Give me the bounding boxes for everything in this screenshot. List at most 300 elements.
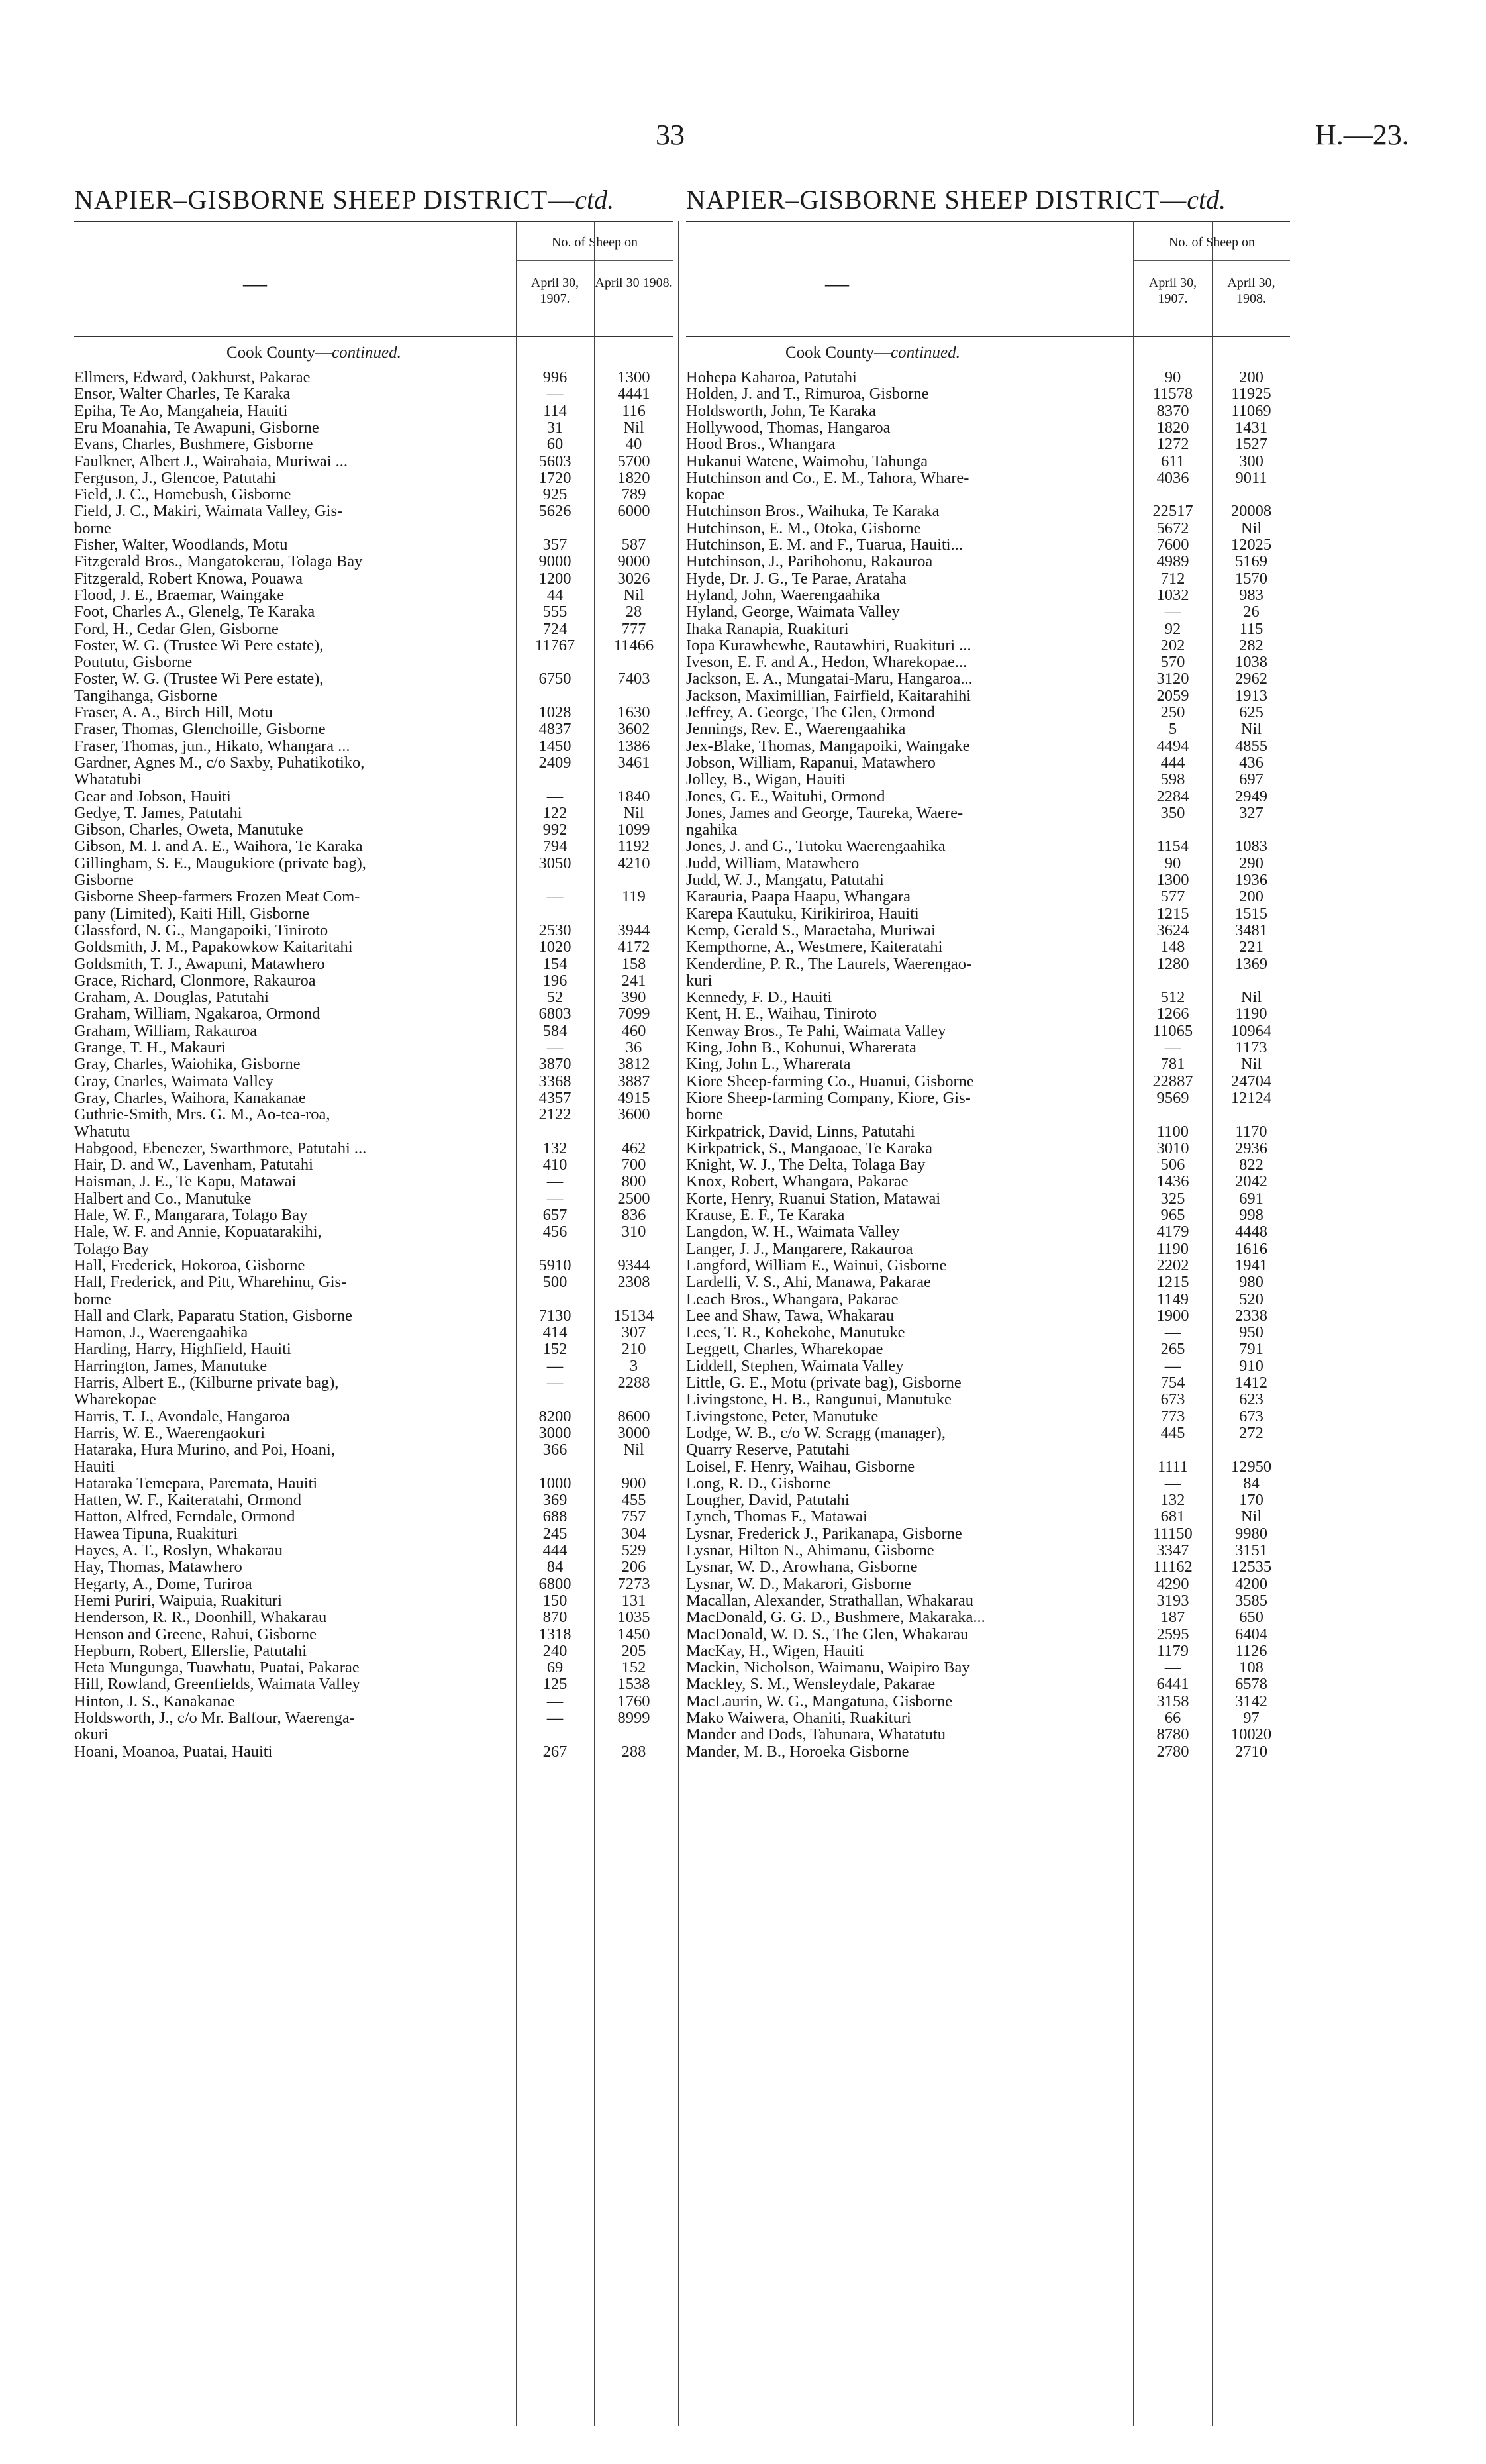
sheep-count-1907: 1215	[1156, 904, 1189, 923]
table-row	[686, 1374, 1290, 1391]
table-row	[74, 855, 673, 872]
table-row	[74, 1123, 673, 1140]
sheep-count-1908: 2936	[1235, 1139, 1267, 1157]
owner-name: Kenderdine, P. R., The Laurels, Waerengao-	[686, 955, 972, 972]
table-row	[686, 1559, 1290, 1575]
owner-name: Jackson, Maximillian, Fairfield, Kaitarahihi	[686, 687, 971, 704]
table-row	[74, 1408, 673, 1425]
table-row	[686, 1123, 1290, 1140]
sheep-count-1908: 623	[1239, 1390, 1263, 1409]
table-row	[686, 1659, 1290, 1676]
sheep-count-1907: 2202	[1156, 1256, 1189, 1274]
table-row	[74, 922, 673, 939]
right-title-suffix: ctd.	[1187, 185, 1226, 215]
owner-name: Henson and Greene, Rahui, Gisborne	[74, 1625, 317, 1643]
table-row	[74, 419, 673, 436]
owner-name: Jennings, Rev. E., Waerengaahika	[686, 721, 906, 738]
owner-name: Flood, J. E., Braemar, Waingake	[74, 586, 285, 603]
sheep-count-1907: —	[1164, 603, 1181, 621]
table-row	[74, 1643, 673, 1659]
table-row	[74, 1391, 673, 1408]
sheep-count-1908: 3000	[617, 1423, 650, 1442]
table-row	[686, 654, 1290, 670]
sheep-count-1907: 69	[546, 1659, 564, 1677]
sheep-count-1908: 6578	[1235, 1675, 1267, 1694]
owner-name: Long, R. D., Gisborne	[686, 1474, 831, 1492]
owner-name: Kent, H. E., Waihau, Tiniroto	[686, 1005, 877, 1023]
owner-name: Hay, Thomas, Matawhero	[74, 1559, 242, 1576]
owner-name: Habgood, Ebenezer, Swarthmore, Patutahi ...	[74, 1139, 367, 1156]
sheep-count-1907: 1028	[538, 703, 571, 721]
owner-name: Langdon, W. H., Waimata Valley	[686, 1223, 900, 1241]
table-row	[686, 603, 1290, 620]
table-row	[686, 587, 1290, 603]
sheep-count-1907: 1000	[538, 1474, 571, 1492]
sheep-count-1908: 4855	[1235, 737, 1267, 755]
sheep-count-1908: 460	[621, 1021, 646, 1040]
owner-name: Livingstone, Peter, Manutuke	[686, 1408, 879, 1425]
sheep-count-1907: —	[546, 1374, 564, 1392]
sheep-count-1908: 300	[1239, 452, 1263, 470]
sheep-count-1907: 3120	[1156, 670, 1189, 688]
sheep-count-1908: 28	[625, 603, 642, 621]
table-row	[686, 1190, 1290, 1207]
owner-name: Glassford, N. G., Mangapoiki, Tiniroto	[74, 921, 328, 939]
sheep-count-1908: 2710	[1235, 1742, 1267, 1761]
sheep-count-1908: 455	[621, 1491, 646, 1510]
table-row	[686, 1743, 1290, 1760]
owner-name: Liddell, Stephen, Waimata Valley	[686, 1357, 904, 1374]
owner-name: borne	[74, 1290, 111, 1308]
sheep-count-1907: 445	[1160, 1423, 1185, 1442]
sheep-count-1908: 11069	[1231, 401, 1271, 420]
table-row	[74, 587, 673, 603]
owner-name: Gisborne	[74, 872, 134, 888]
sheep-count-1908: 2962	[1235, 670, 1267, 688]
left-column-title	[74, 184, 614, 215]
sheep-count-1907: —	[546, 385, 564, 403]
owner-name: Whatutu	[74, 1123, 130, 1140]
table-row	[74, 939, 673, 955]
table-row	[74, 838, 673, 854]
owner-name: kopae	[686, 486, 725, 503]
table-row	[686, 670, 1290, 687]
sheep-count-1908: 390	[621, 988, 646, 1007]
table-row	[686, 1542, 1290, 1559]
table-row	[686, 419, 1290, 436]
sheep-count-1908: 1126	[1235, 1641, 1267, 1660]
table-row	[74, 1140, 673, 1156]
sheep-count-1907: 90	[1164, 854, 1181, 872]
owner-name: pany (Limited), Kaiti Hill, Gisborne	[74, 905, 310, 922]
sheep-count-1908: 1760	[617, 1692, 650, 1710]
table-row	[74, 1190, 673, 1207]
sheep-count-1907: —	[546, 1189, 564, 1207]
left-date-1908: April 30 1908.	[595, 276, 673, 290]
table-row	[686, 385, 1290, 402]
table-row	[74, 654, 673, 670]
sheep-count-1907: 1450	[538, 737, 571, 755]
sheep-count-1907: 3158	[1156, 1692, 1189, 1710]
owner-name: Gisborne Sheep-farmers Frozen Meat Com-	[74, 888, 360, 905]
table-row	[74, 1005, 673, 1022]
sheep-count-1907: 688	[542, 1508, 568, 1526]
sheep-count-1908: 9980	[1235, 1524, 1267, 1543]
sheep-count-1908: 3602	[617, 720, 650, 739]
sheep-count-1907: 196	[542, 971, 568, 990]
sheep-count-1908: 1099	[617, 821, 650, 839]
owner-name: Lodge, W. B., c/o W. Scragg (manager),	[686, 1424, 946, 1441]
page-number: 33	[656, 119, 685, 151]
owner-name: Gray, Charles, Waihora, Kanakanae	[74, 1089, 306, 1106]
sheep-count-1908: 200	[1239, 888, 1263, 906]
table-row	[686, 1090, 1290, 1106]
owner-name: Kirkpatrick, David, Linns, Patutahi	[686, 1123, 915, 1140]
sheep-count-1907: 611	[1161, 452, 1185, 470]
sheep-count-1908: 2288	[617, 1374, 650, 1392]
owner-name: okuri	[74, 1726, 109, 1743]
table-row	[74, 1324, 673, 1341]
table-row	[74, 821, 673, 838]
owner-name: Mako Waiwera, Ohaniti, Ruakituri	[686, 1710, 911, 1726]
table-row	[686, 855, 1290, 872]
sheep-count-1908: 200	[1239, 368, 1263, 386]
sheep-count-1907: 2122	[538, 1105, 571, 1124]
owner-name: Hatton, Alfred, Ferndale, Ormond	[74, 1508, 295, 1525]
sheep-count-1908: 84	[1243, 1474, 1260, 1492]
owner-name: Halbert and Co., Manutuke	[74, 1190, 252, 1207]
document-reference: H.—23.	[1315, 119, 1409, 151]
owner-name: Mackley, S. M., Wensleydale, Pakarae	[686, 1676, 936, 1693]
sheep-count-1907: 152	[542, 1340, 568, 1359]
owner-name: Hukanui Watene, Waimohu, Tahunga	[686, 452, 928, 470]
table-row	[74, 1156, 673, 1173]
owner-name: Hayes, A. T., Roslyn, Whakarau	[74, 1542, 283, 1559]
owner-name: Eru Moanahia, Te Awapuni, Gisborne	[74, 419, 319, 436]
sheep-count-1907: 3870	[538, 1055, 571, 1074]
table-row	[686, 1140, 1290, 1156]
sheep-count-1908: 625	[1239, 703, 1263, 721]
table-row	[74, 1341, 673, 1357]
table-row	[686, 1173, 1290, 1190]
owner-name: Lysnar, W. D., Makarori, Gisborne	[686, 1575, 911, 1592]
sheep-count-1907: 925	[542, 486, 568, 504]
owner-name: Tolago Bay	[74, 1240, 150, 1257]
sheep-count-1907: 267	[542, 1742, 568, 1761]
sheep-count-1908: 650	[1239, 1608, 1263, 1627]
table-row	[686, 771, 1290, 788]
sheep-count-1907: 6803	[538, 1005, 571, 1023]
sheep-count-1908: 691	[1239, 1189, 1263, 1207]
table-row	[686, 1241, 1290, 1257]
sheep-count-1907: 4036	[1156, 468, 1189, 487]
owner-name: Quarry Reserve, Patutahi	[686, 1441, 850, 1459]
sheep-count-1908: 3887	[617, 1072, 650, 1090]
table-row	[686, 738, 1290, 754]
table-row	[74, 1609, 673, 1625]
table-row	[686, 872, 1290, 888]
table-row	[686, 486, 1290, 503]
owner-name: Hutchinson, E. M., Otoka, Gisborne	[686, 519, 921, 537]
table-row	[74, 1374, 673, 1391]
owner-name: Macallan, Alexander, Strathallan, Whakarau	[686, 1592, 973, 1609]
table-row	[686, 1408, 1290, 1425]
owner-name: King, John B., Kohunui, Wharerata	[686, 1039, 916, 1056]
owner-name: Fitzgerald Bros., Mangatokerau, Tolaga Bay	[74, 553, 363, 570]
sheep-count-1908: 9011	[1235, 468, 1267, 487]
owner-name: Kempthorne, A., Westmere, Kaiteratahi	[686, 939, 943, 956]
right-county-suffix: continued.	[891, 344, 960, 362]
sheep-count-1908: 1515	[1235, 904, 1267, 923]
sheep-count-1908: 7273	[617, 1574, 650, 1593]
owner-name: borne	[74, 519, 111, 537]
sheep-count-1907: 1190	[1156, 1239, 1189, 1258]
table-row	[686, 888, 1290, 905]
owner-name: Tangihanga, Gisborne	[74, 687, 218, 704]
sheep-count-1908: 170	[1239, 1491, 1263, 1510]
table-row	[74, 1039, 673, 1056]
sheep-count-1908: 1616	[1235, 1239, 1267, 1258]
owner-name: Gibson, M. I. and A. E., Waihora, Te Karaka	[74, 838, 363, 855]
owner-name: borne	[686, 1106, 723, 1123]
right-date-1908: April 30, 1908.	[1227, 276, 1275, 306]
owner-name: Mander and Dods, Tahunara, Whatatutu	[686, 1726, 946, 1743]
table-row	[686, 1475, 1290, 1492]
sheep-count-1908: 12124	[1230, 1088, 1272, 1107]
sheep-count-1907: 92	[1164, 619, 1181, 638]
table-row	[74, 989, 673, 1005]
owner-name: Field, J. C., Makiri, Waimata Valley, Gis-	[74, 503, 343, 520]
table-row	[74, 1207, 673, 1223]
sheep-count-1908: 950	[1239, 1323, 1263, 1342]
sheep-count-1907: —	[1164, 1323, 1181, 1342]
sheep-count-1907: 673	[1160, 1390, 1185, 1409]
table-row	[74, 453, 673, 470]
sheep-count-1908: 673	[1239, 1407, 1263, 1425]
sheep-count-1908: 8999	[617, 1709, 650, 1727]
sheep-count-1908: 6000	[617, 502, 650, 521]
owner-name: Ferguson, J., Glencoe, Patutahi	[74, 469, 277, 486]
owner-name: Evans, Charles, Bushmere, Gisborne	[74, 436, 313, 453]
sheep-count-1907: 6750	[538, 670, 571, 688]
owner-name: Foster, W. G. (Trustee Wi Pere estate),	[74, 670, 324, 688]
owner-name: Harrington, James, Manutuke	[74, 1357, 268, 1374]
sheep-count-1907: 414	[542, 1323, 568, 1342]
sheep-count-1908: 1913	[1235, 686, 1267, 705]
sheep-count-1908: 2308	[617, 1273, 650, 1292]
sheep-count-1907: 7130	[538, 1306, 571, 1325]
owner-name: Knight, W. J., The Delta, Tolaga Bay	[686, 1156, 926, 1174]
owner-name: Hall, Frederick, and Pitt, Wharehinu, Gis-	[74, 1274, 347, 1291]
table-row	[74, 754, 673, 771]
sheep-count-1907: 598	[1160, 770, 1185, 789]
sheep-count-1907: —	[1164, 1474, 1181, 1492]
owner-name: Gillingham, S. E., Maugukiore (private bag),	[74, 854, 366, 872]
table-row	[74, 403, 673, 419]
sheep-count-1908: 327	[1239, 803, 1263, 822]
owner-name: Judd, W. J., Mangatu, Patutahi	[686, 872, 884, 888]
sheep-count-1908: 1083	[1235, 837, 1267, 856]
sheep-count-1908: 152	[621, 1659, 646, 1677]
table-row	[686, 1324, 1290, 1341]
owner-name: Hyde, Dr. J. G., Te Parae, Arataha	[686, 570, 907, 587]
sheep-count-1907: 154	[542, 954, 568, 973]
table-row	[686, 1576, 1290, 1592]
sheep-count-1907: 22887	[1152, 1072, 1193, 1090]
owner-name: Guthrie-Smith, Mrs. G. M., Ao-tea-roa,	[74, 1106, 330, 1123]
sheep-count-1907: 90	[1164, 368, 1181, 386]
owner-name: Hale, W. F. and Annie, Kopuatarakihi,	[74, 1223, 322, 1241]
sheep-count-1908: Nil	[623, 418, 644, 436]
owner-name: Little, G. E., Motu (private bag), Gisborne	[686, 1374, 962, 1391]
sheep-count-1908: 288	[621, 1742, 646, 1761]
sheep-count-1908: 2949	[1235, 787, 1267, 805]
owner-name: Hair, D. and W., Lavenham, Patutahi	[74, 1156, 313, 1174]
sheep-count-1908: 241	[621, 971, 646, 990]
owner-name: Fraser, Thomas, jun., Hikato, Whangara ...	[74, 737, 350, 754]
owner-name: Holdsworth, J., c/o Mr. Balfour, Waerenga-	[74, 1710, 355, 1726]
sheep-count-1907: 11767	[534, 636, 575, 654]
sheep-count-1908: 4441	[617, 385, 650, 403]
table-row	[74, 436, 673, 452]
sheep-count-1907: 794	[542, 837, 568, 856]
table-row	[686, 956, 1290, 972]
sheep-count-1908: 3481	[1235, 921, 1267, 939]
sheep-count-1907: 9569	[1156, 1088, 1189, 1107]
sheep-count-1907: 1900	[1156, 1306, 1189, 1325]
table-row	[686, 1156, 1290, 1173]
table-row	[686, 704, 1290, 721]
table-row	[74, 385, 673, 402]
owner-name: Foot, Charles A., Glenelg, Te Karaka	[74, 603, 315, 621]
table-row	[686, 1341, 1290, 1357]
sheep-count-1907: 657	[542, 1206, 568, 1224]
table-row	[74, 1743, 673, 1760]
left-date-1907: April 30, 1907.	[530, 276, 579, 306]
table-row	[686, 1291, 1290, 1308]
center-divider	[678, 221, 679, 2426]
owner-name: Hamon, J., Waerengaahika	[74, 1324, 248, 1341]
sheep-count-1907: 1149	[1156, 1290, 1189, 1308]
table-row	[74, 1257, 673, 1274]
table-row	[686, 1525, 1290, 1542]
sheep-count-1908: 206	[621, 1558, 646, 1576]
sheep-count-1907: 410	[542, 1156, 568, 1174]
table-row	[686, 1592, 1290, 1609]
right-column-title	[686, 184, 1226, 215]
sheep-count-1907: 9000	[538, 552, 571, 571]
sheep-count-1908: 3812	[617, 1055, 650, 1074]
sheep-count-1908: 282	[1239, 636, 1263, 654]
sheep-count-1908: 20008	[1230, 502, 1272, 521]
sheep-count-1908: 1570	[1235, 569, 1267, 588]
table-row	[74, 1475, 673, 1492]
sheep-count-1907: 2284	[1156, 787, 1189, 805]
owner-name: Gray, Charles, Waiohika, Gisborne	[74, 1056, 301, 1073]
sheep-count-1908: 700	[621, 1156, 646, 1174]
owner-name: Hutchinson Bros., Waihuka, Te Karaka	[686, 503, 940, 520]
sheep-count-1908: 520	[1239, 1290, 1263, 1308]
owner-name: Hutchinson and Co., E. M., Tahora, Whare-	[686, 469, 969, 486]
table-row	[74, 1358, 673, 1374]
sheep-count-1907: 512	[1160, 988, 1185, 1007]
owner-name: Kiore Sheep-farming Company, Kiore, Gis-	[686, 1089, 971, 1106]
owner-name: Faulkner, Albert J., Wairahaia, Muriwai ...	[74, 452, 348, 470]
owner-name: Grace, Richard, Clonmore, Rakauroa	[74, 972, 316, 989]
table-row	[686, 1106, 1290, 1123]
table-row	[74, 1459, 673, 1475]
owner-name: Goldsmith, T. J., Awapuni, Matawhero	[74, 955, 325, 972]
owner-name: Harding, Harry, Highfield, Hauiti	[74, 1341, 291, 1358]
sheep-count-1907: 132	[542, 1139, 568, 1157]
right-header-dash: —	[825, 270, 849, 297]
owner-name: Gardner, Agnes M., c/o Saxby, Puhatikotiko,	[74, 754, 365, 771]
sheep-count-1908: 983	[1239, 586, 1263, 604]
sheep-count-1908: 587	[621, 536, 646, 554]
table-row	[74, 470, 673, 486]
sheep-count-1908: Nil	[1240, 519, 1262, 537]
sheep-count-1907: 992	[542, 821, 568, 839]
table-row	[686, 1223, 1290, 1240]
table-row	[74, 1508, 673, 1525]
owner-name: Ihaka Ranapia, Ruakituri	[686, 620, 849, 637]
right-sheep-count-header: No. of Sheep on	[1169, 235, 1255, 250]
sheep-count-1907: 3193	[1156, 1591, 1189, 1610]
sheep-count-1908: 11925	[1231, 385, 1271, 403]
sheep-count-1907: 7600	[1156, 536, 1189, 554]
owner-name: Jones, J. and G., Tutoku Waerengaahika	[686, 838, 946, 855]
table-row	[686, 972, 1290, 989]
sheep-count-1908: Nil	[1240, 988, 1262, 1007]
sheep-count-1907: 4989	[1156, 552, 1189, 571]
owner-name: Hawea Tipuna, Ruakituri	[74, 1525, 238, 1542]
sheep-count-1907: 5603	[538, 452, 571, 470]
owner-name: Jeffrey, A. George, The Glen, Ormond	[686, 704, 936, 721]
owner-name: Fitzgerald, Robert Knowa, Pouawa	[74, 570, 303, 587]
sheep-count-1907: 369	[542, 1491, 568, 1510]
sheep-count-1907: —	[1164, 1659, 1181, 1677]
sheep-count-1908: 4200	[1235, 1574, 1267, 1593]
sheep-count-1908: 6404	[1235, 1625, 1267, 1643]
owner-name: Gedye, T. James, Patutahi	[74, 804, 242, 821]
sheep-count-1907: 325	[1160, 1189, 1185, 1207]
sheep-count-1908: Nil	[1240, 1508, 1262, 1526]
sheep-count-1908: 1527	[1235, 435, 1267, 454]
owner-name: Lysnar, Hilton N., Ahimanu, Gisborne	[686, 1542, 934, 1559]
sheep-count-1908: 462	[621, 1139, 646, 1157]
owner-name: Harris, Albert E., (Kilburne private bag),	[74, 1374, 339, 1391]
sheep-count-1907: —	[546, 1039, 564, 1056]
owner-name: Jolley, B., Wigan, Hauiti	[686, 771, 846, 788]
owner-name: Epiha, Te Ao, Mangaheia, Hauiti	[74, 402, 288, 419]
table-row	[686, 805, 1290, 821]
sheep-count-1907: 500	[542, 1273, 568, 1292]
owner-name: Fraser, A. A., Birch Hill, Motu	[74, 704, 273, 721]
sheep-count-1907: —	[546, 888, 564, 906]
table-row	[74, 1592, 673, 1609]
table-row	[686, 1257, 1290, 1274]
sheep-count-1908: 221	[1239, 938, 1263, 956]
owner-name: Kemp, Gerald S., Maraetaha, Muriwai	[686, 921, 936, 939]
table-row	[74, 872, 673, 888]
table-row	[686, 1425, 1290, 1441]
sheep-count-1907: 11162	[1153, 1558, 1193, 1576]
sheep-count-1908: 9344	[617, 1256, 650, 1274]
owner-name: Graham, William, Rakauroa	[74, 1022, 258, 1039]
table-row	[74, 570, 673, 587]
sheep-count-1907: 870	[542, 1608, 568, 1627]
sheep-count-1908: 1450	[617, 1625, 650, 1643]
